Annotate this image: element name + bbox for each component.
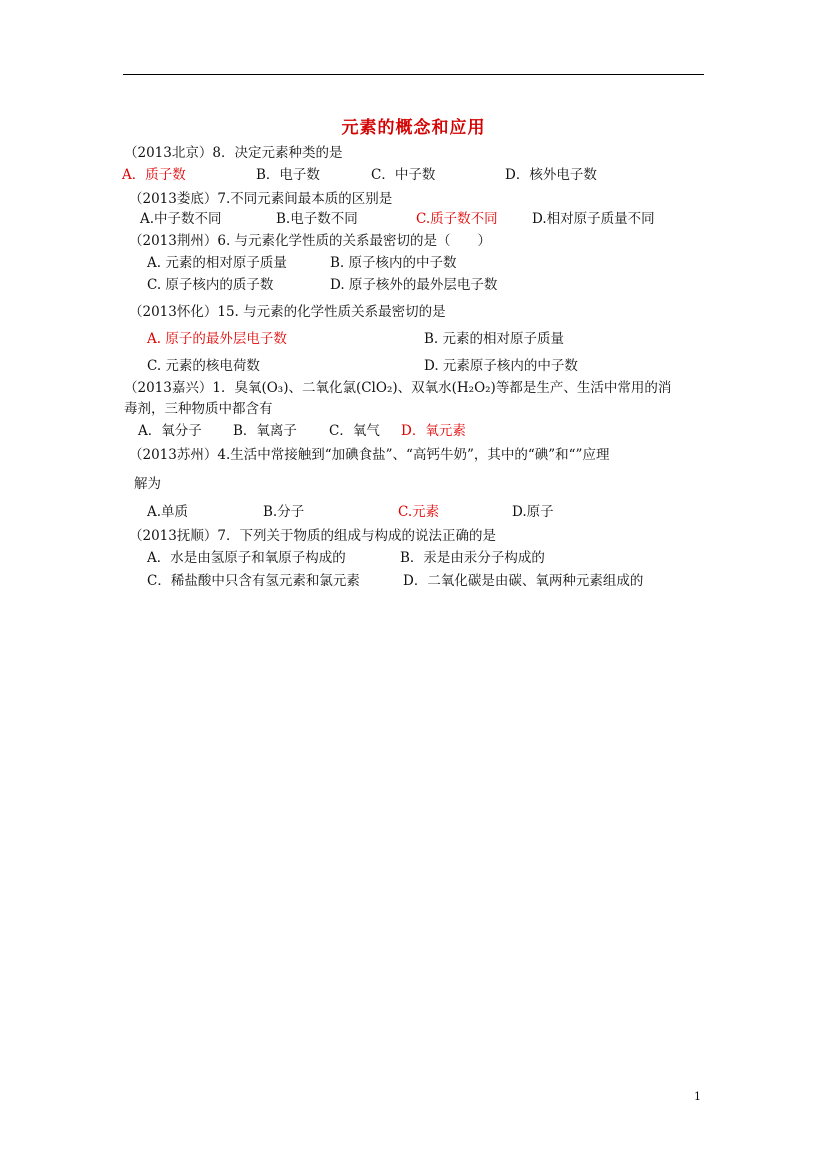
- question-1-option-d: D．核外电子数: [505, 167, 597, 183]
- question-5-option-d: D．氧元素: [401, 423, 466, 439]
- question-3-option-c: C. 原子核内的质子数: [147, 277, 274, 293]
- question-6-option-d: D.原子: [512, 504, 554, 520]
- question-2-option-b: B.电子数不同: [276, 211, 358, 227]
- question-4-stem: （2013怀化）15. 与元素的化学性质关系最密切的是: [129, 304, 446, 320]
- question-4-option-b: B. 元素的相对原子质量: [424, 331, 565, 347]
- question-6-option-a: A.单质: [147, 504, 189, 520]
- question-5-stem-line-2: 毒剂，三种物质中都含有: [124, 401, 273, 417]
- question-4-option-a: A. 原子的最外层电子数: [147, 331, 287, 347]
- question-3-stem: （2013荆州）6. 与元素化学性质的关系最密切的是（ ）: [129, 233, 492, 249]
- question-4-option-c: C. 元素的核电荷数: [147, 358, 260, 374]
- question-7-option-b: B．汞是由汞分子构成的: [400, 550, 545, 566]
- question-5-stem-line-1: （2013嘉兴）1．臭氧(O₃)、二氧化氯(ClO₂)、双氧水(H₂O₂)等都是生产、生活中常用的消: [124, 380, 672, 396]
- question-6-stem-line-1: （2013苏州）4.生活中常接触到“加碘食盐”、“高钙牛奶”，其中的“碘”和“”应理: [129, 447, 610, 463]
- question-6-option-c: C.元素: [398, 504, 440, 520]
- question-5-option-a: A．氧分子: [138, 423, 202, 439]
- question-7-stem: （2013抚顺）7．下列关于物质的组成与构成的说法正确的是: [129, 528, 496, 544]
- header-rule: [123, 74, 704, 75]
- page-title: 元素的概念和应用: [341, 118, 486, 138]
- question-1-stem: （2013北京）8．决定元素种类的是: [124, 145, 343, 161]
- question-2-option-d: D.相对原子质量不同: [532, 211, 655, 227]
- question-4-option-d: D. 元素原子核内的中子数: [424, 358, 578, 374]
- question-7-option-c: C．稀盐酸中只含有氢元素和氯元素: [147, 573, 360, 589]
- question-2-option-c: C.质子数不同: [416, 211, 498, 227]
- question-3-option-a: A. 元素的相对原子质量: [147, 255, 287, 271]
- question-7-option-d: D．二氧化碳是由碳、氧两种元素组成的: [403, 573, 644, 589]
- question-2-option-a: A.中子数不同: [140, 211, 222, 227]
- question-1-option-b: B．电子数: [256, 167, 320, 183]
- page-number: 1: [694, 1090, 701, 1103]
- question-1-option-a: A．质子数: [122, 167, 186, 183]
- question-3-option-b: B. 原子核内的中子数: [330, 255, 457, 271]
- question-5-option-b: B．氧离子: [233, 423, 297, 439]
- question-5-option-c: C．氧气: [329, 423, 380, 439]
- question-6-stem-line-2: 解为: [134, 476, 161, 492]
- question-2-stem: （2013娄底）7.不同元素间最本质的区别是: [129, 191, 393, 207]
- question-1-option-c: C．中子数: [371, 167, 436, 183]
- question-7-option-a: A．水是由氢原子和氧原子构成的: [147, 550, 346, 566]
- question-6-option-b: B.分子: [263, 504, 305, 520]
- question-3-option-d: D. 原子核外的最外层电子数: [330, 277, 498, 293]
